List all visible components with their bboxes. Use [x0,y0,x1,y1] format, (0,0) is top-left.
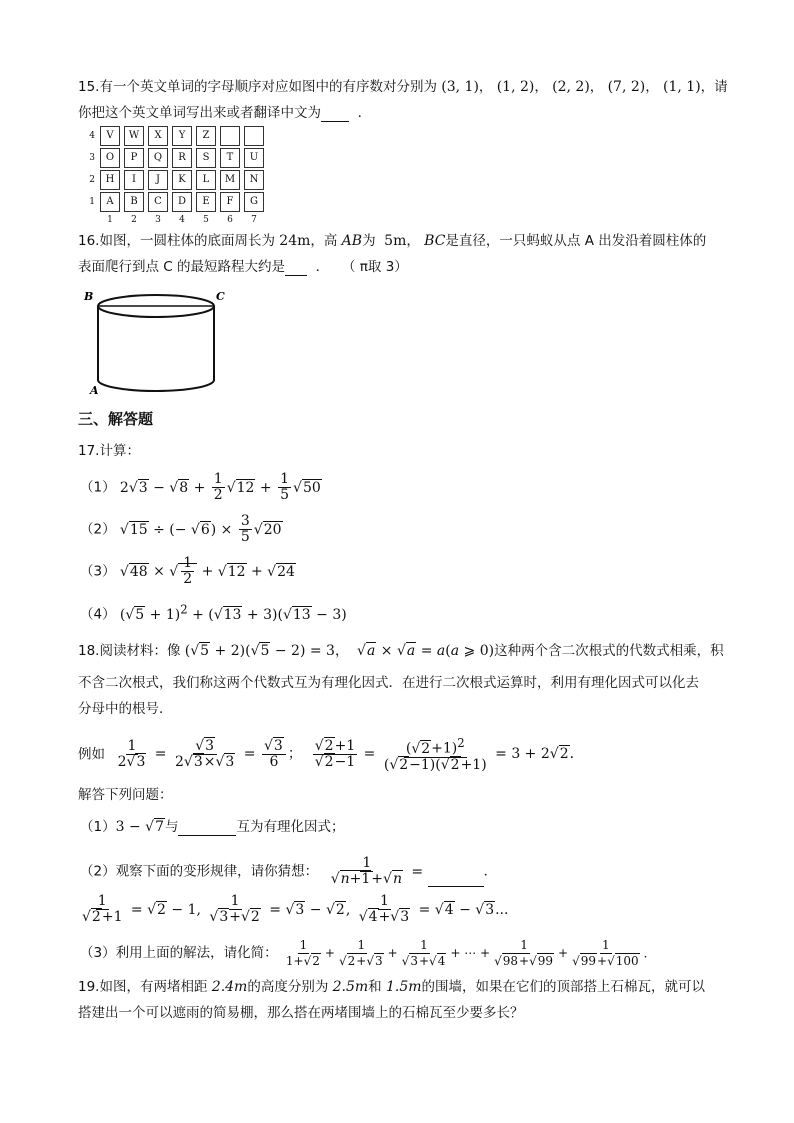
grid-cell: H [100,170,120,190]
q16-line2: 表面爬行到点 C 的最短路程大约是 ． （ π取 3） [78,259,408,275]
q18-example: 例如 $\frac{1}{2√ 3}$ = √ $\frac{3}{2√ 3\times√ 3}$ = √ $\frac{3}{6}$ ； √ 2+1 √ 2−1 = $\frac{(√ 2+1)^2}{(√ 2-1)(√ 2+1)}$ = 3 + 2√ 2． [78,736,584,773]
grid-cell: Z [196,126,216,146]
cylinder-figure [80,286,230,402]
q18-line3: 分母中的根号． [78,701,173,717]
q15-line1: 15.有一个英文单词的字母顺序对应如图中的有序数对分别为 (3, 1)， (1, 2)， (2, 2)， (7, 2)， (1, 1)，请 [78,79,728,95]
grid-row-4: 4 V W X Y Z [86,126,264,146]
grid-row-3: 3 O P Q R S T U [86,148,264,168]
section-heading: 三、解答题 [78,410,154,428]
grid-cell: Y [172,126,192,146]
q17-item-4: （4） (√ 5 + 1)$^2$ + (√ 13 + 3)(√ 13 − 3) [80,600,347,624]
label-c: C [216,290,225,303]
q17-item-2: （2） √ 15 ÷ (− √ 6) × $\frac{3}{5}$ √ 20 [80,514,283,545]
grid-cell [244,126,264,146]
grid-cell: O [100,148,120,168]
q17-item-3: （3） √ 48 × √ $\frac{1}{2}$ + √ 12 + √ 24 [80,556,296,587]
q18-answer-intro: 解答下列问题： [78,787,173,803]
grid-cell: S [196,148,216,168]
q17-item-1: （1） 2√ 3 − √ 8 + $\frac{1}{2}$ √ 12 + $\frac{1}{5}$ √ 50 [80,472,322,503]
grid-cell: X [148,126,168,146]
grid-row-2: 2 H I J K L M N [86,170,264,190]
q17-title: 17.计算： [78,443,140,459]
grid-cell: B [124,192,144,212]
grid-cell: P [124,148,144,168]
grid-cell: J [148,170,168,190]
cylinder-bottom [98,380,214,391]
grid-cell: E [196,192,216,212]
answer-blank [285,261,307,276]
grid-cell: W [124,126,144,146]
answer-blank [428,872,484,887]
label-b: B [84,290,94,303]
grid-cell: M [220,170,240,190]
cylinder-diagram [80,286,230,398]
q18-pattern: 1 √ 2+1 = √ 2 − 1, 1 √ 3+√ 2 = √ 3 − √ 2, 1 √ 4+√ 3 = √ 4 − √ 3... [78,894,508,925]
pair-5: (1, 1) [663,79,701,95]
grid-cell: K [172,170,192,190]
pair-4: (7, 2) [607,79,646,95]
grid-cell: I [124,170,144,190]
grid-cell: D [172,192,192,212]
grid-cell: F [220,192,240,212]
q18-part-1: （1）3 − √ 7与 互为有理化因式； [80,818,344,836]
letter-grid-table [82,124,268,228]
grid-cell: A [100,192,120,212]
answer-blank [178,821,236,836]
q19-line1: 19.如图，有两堵相距 2.4m的高度分别为 2.5m和 1.5m的围墙，如果在它们的顶部搭上石棉瓦，就可以 [78,979,706,995]
grid-cell: G [244,192,264,212]
grid-cell: Q [148,148,168,168]
q18-part-2: （2）观察下面的变形规律，请你猜想： 1 √ n+1+√ n = ． [80,856,497,887]
grid-cell: L [196,170,216,190]
grid-cell: R [172,148,192,168]
grid-column-labels: 1 2 3 4 5 6 7 [107,215,257,225]
q19-line2: 搭建出一个可以遮雨的简易棚，那么搭在两堵围墙上的石棉瓦至少要多长？ [78,1005,524,1021]
q18-part-3: （3）利用上面的解法，请化简： $\frac{1}{1+√ 2}$ + 1 √ 2+√ 3 + 1 √ 3+√ 4 + ⋯ + 1 √ 98+√ 99 + 1 √ 99+√ 100 ． [80,938,656,969]
pair-2: (1, 2) [496,79,535,95]
grid-cell: U [244,148,264,168]
grid-cell: C [148,192,168,212]
grid-row-1: 1 A B C D E F G [86,192,264,212]
pair-3: (2, 2) [552,79,590,95]
answer-blank [321,107,349,122]
grid-cell: T [220,148,240,168]
q16-line1: 16.如图，一圆柱体的底面周长为 24m，高 AB为 5m， BC是直径，一只蚂蚁从点 A 出发沿着圆柱体的 [78,233,707,249]
q18-line1: 18.阅读材料：像 (√ 5 + 2)(√ 5 − 2) = 3， √ a × √ a = a(a ⩾ 0)这种两个含二次根式的代数式相乘，积 [78,642,724,660]
q18-line2: 不含二次根式，我们称这两个代数式互为有理化因式．在进行二次根式运算时，利用有理化因式可以化去 [78,675,699,691]
label-a: A [90,384,99,397]
grid-cell [220,126,240,146]
pair-1: (3, 1) [441,79,479,95]
grid-cell: N [244,170,264,190]
grid-cell: V [100,126,120,146]
letter-grid [82,124,268,228]
q15-line2: 你把这个英文单词写出来或者翻译中文为 ． [78,105,372,121]
